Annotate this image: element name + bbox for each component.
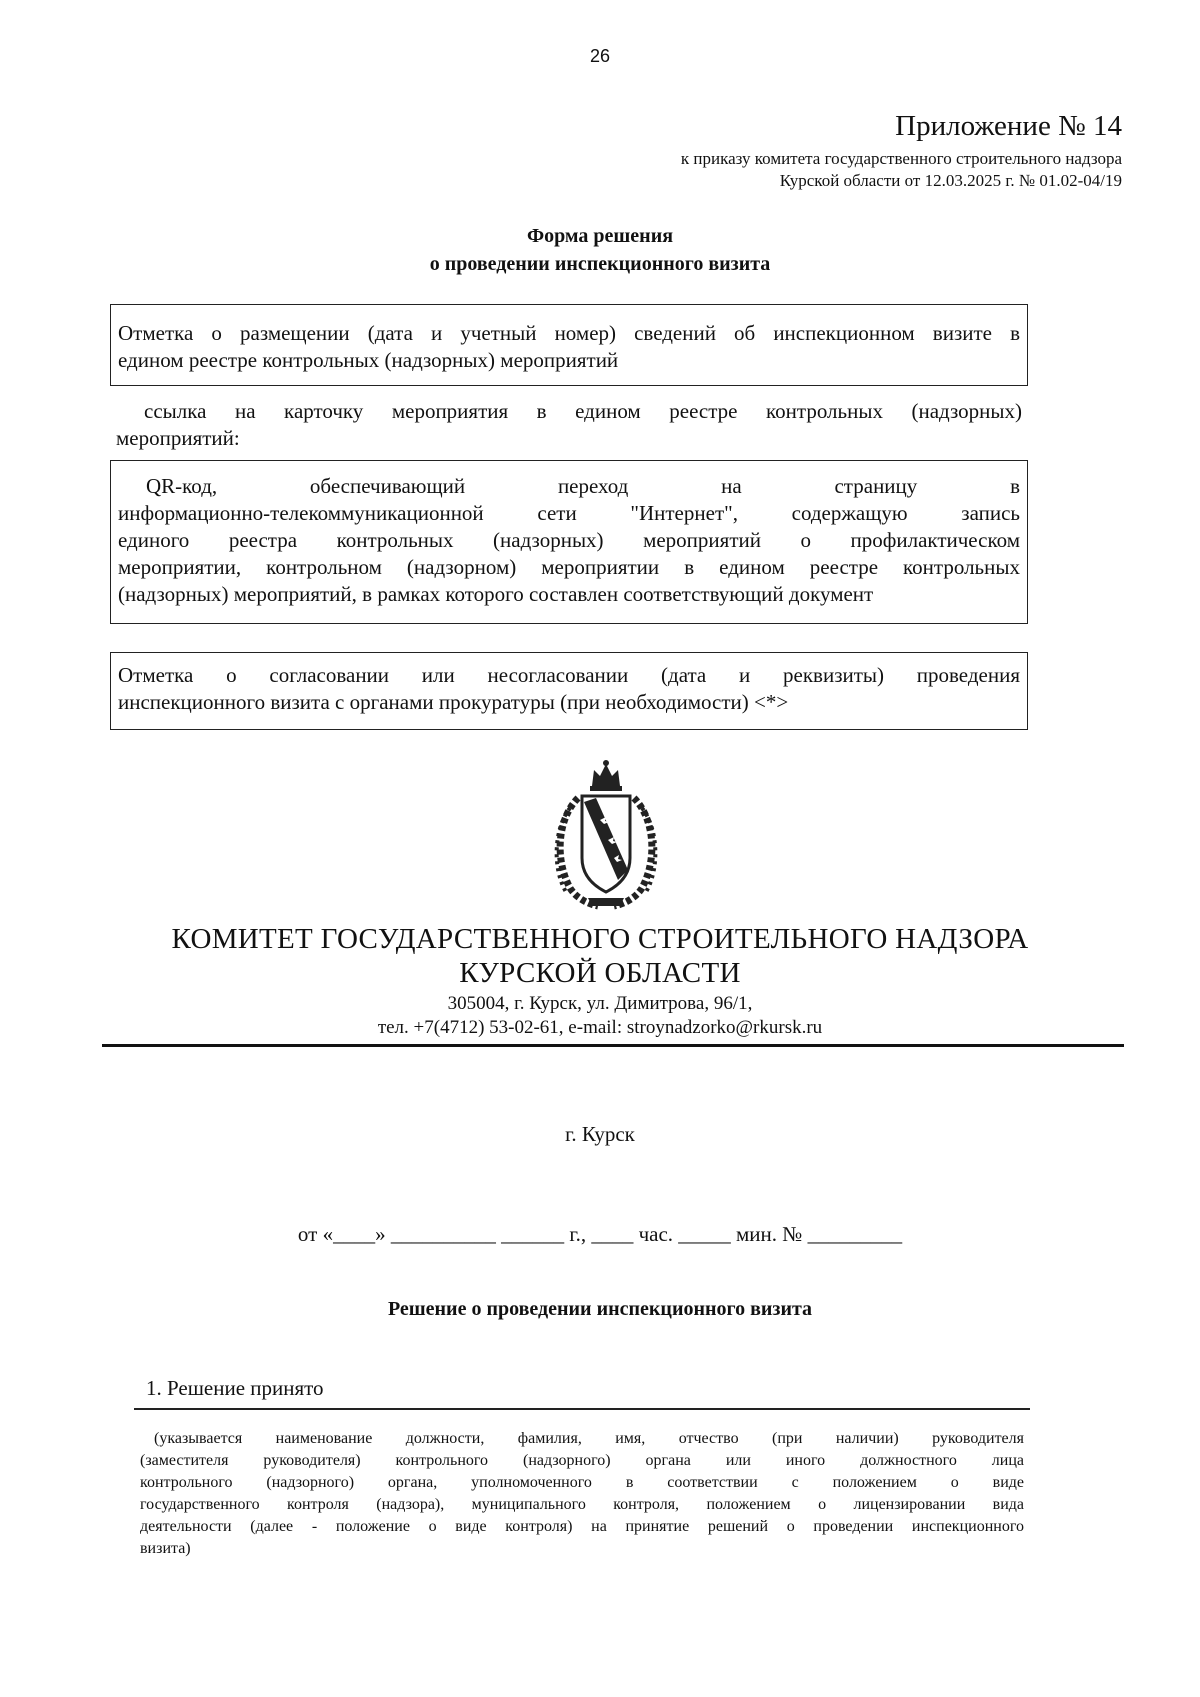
item-1-hint <box>140 1428 1024 1560</box>
hint-line-6: визита) <box>140 1540 191 1557</box>
hint-line-1: (указывается наименование должности, фамилия, имя, отчество (при наличии) руководителя <box>154 1430 1024 1447</box>
form-title-line-2: о проведении инспекционного визита <box>429 253 771 275</box>
appendix-title: Приложение № 14 <box>895 110 1122 142</box>
qr-line-1: QR-код, обеспечивающий переход на страницу в <box>146 474 1020 498</box>
registry-link-line-2: мероприятий: <box>116 426 240 450</box>
organization-name-line-2: КУРСКОЙ ОБЛАСТИ <box>459 957 741 989</box>
registry-mark-line-2: едином реестре контрольных (надзорных) мероприятий <box>118 348 619 372</box>
organization-address <box>0 992 1200 1040</box>
date-number-line: от «____» __________ ______ г., ____ час. _____ мин. № _________ <box>297 1222 903 1246</box>
coat-of-arms-icon <box>548 758 664 910</box>
form-title-line-1: Форма решения <box>526 225 674 247</box>
item-1-label: 1. Решение принято <box>146 1376 324 1400</box>
registry-link-line-1: ссылка на карточку мероприятия в едином реестре контрольных (надзорных) <box>144 399 1022 423</box>
letterhead-divider <box>102 1044 1124 1047</box>
hint-line-4: государственного контроля (надзора), муниципального контроля, положением о лицензировании вида <box>140 1496 1024 1513</box>
hint-line-5: деятельности (далее - положение о виде контроля) на принятие решений о проведении инспекционного <box>140 1518 1024 1535</box>
appendix-line-2: Курской области от 12.03.2025 г. № 01.02-04/19 <box>779 171 1122 190</box>
item-1-fill-line <box>134 1408 1030 1410</box>
prosecutor-agreement-box <box>110 652 1028 730</box>
appendix-line-1: к приказу комитета государственного строительного надзора <box>680 149 1122 168</box>
qr-code-box <box>110 460 1028 624</box>
page-number: 26 <box>589 46 611 66</box>
hint-line-3: контрольного (надзорного) органа, уполномоченного в соответствии с положением о виде <box>140 1474 1024 1491</box>
qr-line-5: (надзорных) мероприятий, в рамках которого составлен соответствующий документ <box>118 582 874 606</box>
appendix-reference <box>681 148 1122 192</box>
city: г. Курск <box>565 1122 635 1146</box>
decision-title: Решение о проведении инспекционного визита <box>387 1298 813 1320</box>
registry-link-paragraph <box>116 398 1022 452</box>
registry-mark-line-1: Отметка о размещении (дата и учетный номер) сведений об инспекционном визите в <box>118 321 1020 345</box>
agreement-line-2: инспекционного визита с органами прокуратуры (при необходимости) <*> <box>118 690 789 714</box>
hint-line-2: (заместителя руководителя) контрольного (надзорного) органа или иного должностного лица <box>140 1452 1024 1469</box>
agreement-line-1: Отметка о согласовании или несогласовании (дата и реквизиты) проведения <box>118 663 1020 687</box>
form-title <box>0 222 1200 278</box>
qr-line-4: мероприятии, контрольном (надзорном) мероприятии в едином реестре контрольных <box>118 555 1020 579</box>
organization-contacts-line: тел. +7(4712) 53-02-61, e-mail: stroynadzorko@rkursk.ru <box>377 1017 823 1038</box>
organization-address-line: 305004, г. Курск, ул. Димитрова, 96/1, <box>447 993 753 1014</box>
qr-line-2: информационно-телекоммуникационной сети "Интернет", содержащую запись <box>118 501 1020 525</box>
qr-line-3: единого реестра контрольных (надзорных) мероприятий о профилактическом <box>118 528 1020 552</box>
organization-name <box>0 922 1200 990</box>
registry-mark-box <box>110 304 1028 386</box>
organization-name-line-1: КОМИТЕТ ГОСУДАРСТВЕННОГО СТРОИТЕЛЬНОГО НАДЗОРА <box>171 923 1029 955</box>
